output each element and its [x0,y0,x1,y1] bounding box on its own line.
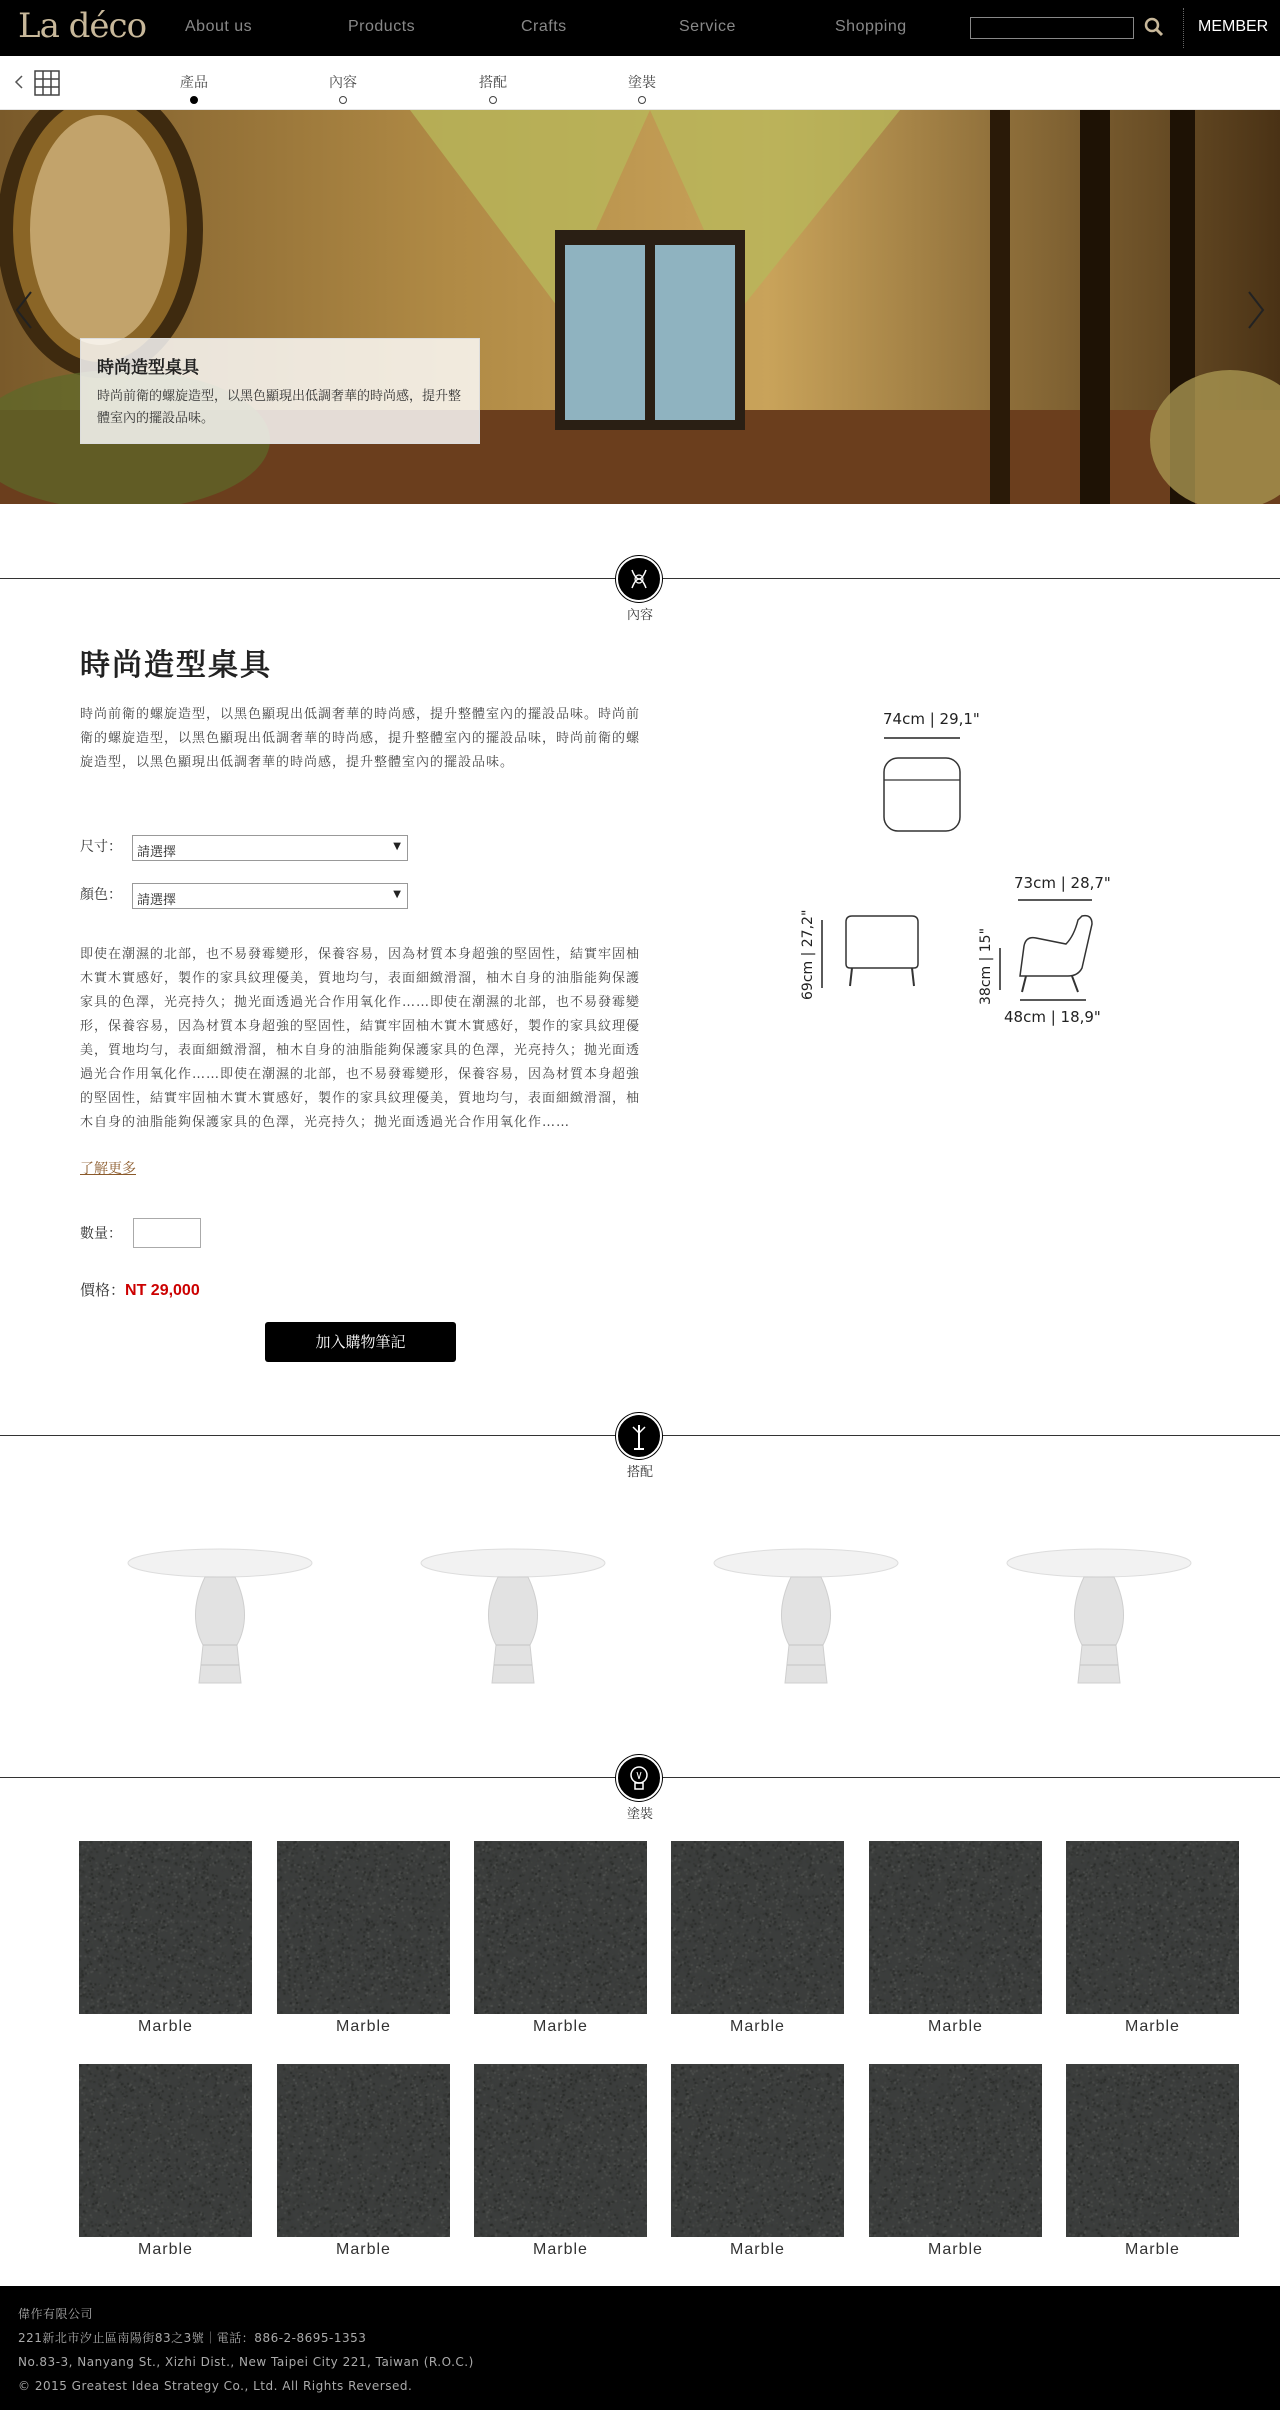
tab-dot [489,96,497,104]
hero-caption [80,338,480,444]
tab-content[interactable]: 內容 [303,72,383,104]
swatch-tile[interactable] [277,2064,450,2237]
search-icon[interactable] [1142,15,1166,39]
footer [0,2286,1280,2410]
swatch-tile[interactable] [1066,2064,1239,2237]
tab-dot [190,96,198,104]
swatch-label: Marble [336,2018,391,2035]
swatch-tile[interactable] [671,1841,844,2014]
pairing-table-4[interactable] [994,1515,1204,1715]
carousel-prev-icon[interactable] [14,290,34,330]
swatch-label: Marble [928,2241,983,2258]
divider [1183,8,1184,48]
sub-nav [0,56,1280,110]
tab-pairing[interactable]: 搭配 [453,72,533,104]
tab-products[interactable]: 產品 [154,72,234,104]
lightbulb-icon [616,1755,662,1801]
search-input[interactable] [970,17,1134,39]
section-header-pairing: 搭配 [0,1413,1280,1493]
hero-image [0,110,1280,504]
dim-side-bottom: 48cm | 18,9" [1004,1008,1101,1026]
size-label: 尺寸： [80,839,122,855]
swatch-label: Marble [138,2018,193,2035]
nav-products[interactable]: Products [348,18,416,35]
hero-text: 時尚前衛的螺旋造型，以黑色顯現出低調奢華的時尚感，提升整體室內的擺設品味。 [97,389,462,426]
swatch-tile[interactable] [474,2064,647,2237]
add-to-cart-button[interactable]: 加入購物筆記 [265,1322,456,1362]
swatch-label: Marble [533,2241,588,2258]
swatch-label: Marble [928,2018,983,2035]
footer-copyright: © 2015 Greatest Idea Strategy Co., Ltd. All Rights Reversed. [18,2379,413,2393]
grid-icon[interactable] [34,70,60,96]
brand-logo[interactable]: La déco [18,6,147,46]
section-header-finish: 塗裝 [0,1755,1280,1835]
swatch-tile[interactable] [671,2064,844,2237]
content-icon [616,556,662,602]
swatch-tile[interactable] [1066,1841,1239,2014]
swatch-label: Marble [1125,2241,1180,2258]
swatch-tile[interactable] [79,2064,252,2237]
swatch-tile[interactable] [474,1841,647,2014]
swatch-label: Marble [138,2241,193,2258]
tab-finish[interactable]: 塗裝 [602,72,682,104]
learn-more-link[interactable]: 了解更多 [80,1161,136,1177]
pairing-table-2[interactable] [408,1515,618,1715]
tab-dot [339,96,347,104]
color-select[interactable]: 請選擇 ▼ [132,883,408,909]
swatch-label: Marble [336,2241,391,2258]
pairing-table-1[interactable] [115,1515,325,1715]
footer-address-en: No.83-3, Nanyang St., Xizhi Dist., New Taipei City 221, Taiwan (R.O.C.) [18,2355,474,2369]
swatch-label: Marble [533,2018,588,2035]
chevron-left-icon[interactable] [14,75,24,89]
dim-side-left: 38cm | 15" [978,927,994,1005]
price-row: 價格：NT 29,000 [80,1281,200,1299]
hero-title: 時尚造型桌具 [97,358,199,378]
nav-crafts[interactable]: Crafts [521,18,567,35]
hero-banner [0,110,1280,504]
member-link[interactable]: MEMBER [1198,18,1269,35]
section-header-content: 內容 [0,556,1280,636]
quantity-label: 數量： [80,1226,122,1242]
carousel-next-icon[interactable] [1246,290,1266,330]
footer-company: 偉作有限公司 [18,2307,94,2321]
swatch-tile[interactable] [869,2064,1042,2237]
pairing-table-3[interactable] [701,1515,911,1715]
price-value: NT 29,000 [125,1282,200,1299]
swatch-tile[interactable] [869,1841,1042,2014]
dim-top: 74cm | 29,1" [883,710,980,728]
top-bar [0,0,1280,56]
caret-down-icon: ▼ [393,841,401,852]
coat-rack-icon [616,1413,662,1459]
swatch-label: Marble [730,2018,785,2035]
quantity-input[interactable] [133,1218,201,1248]
nav-service[interactable]: Service [679,18,736,35]
swatch-label: Marble [730,2241,785,2258]
product-long-text: 即使在潮濕的北部，也不易發霉變形，保養容易，因為材質本身超強的堅固性，結實牢固柚木實木實感好，製作的家具紋理優美，質地均勻，表面細緻滑溜，柚木自身的油脂能夠保護家具的色澤，光亮持久；拋光面透過光合作用氧化作……即使在潮濕的北部，也不易發霉變形，保養容易，因為材質本身超強的堅固性，結實牢固柚木實木實感好，製作的家具紋理優美，質地均勻，表面細緻滑溜，柚木自身的油脂能夠保護家具的色澤，光亮持久；拋光面透過光合作用氧化作……即使在潮濕的北部，也不易發霉變形，保養容易，因為材質本身超強的堅固性，結實牢固柚木實木實感好，製作的家具紋理優美，質地均勻，表面細緻滑溜，柚木自身的油脂能夠保護家具的色澤，光亮持久；拋光面透過光合作用氧化作…… [80,947,641,1130]
nav-shopping[interactable]: Shopping [835,18,907,35]
dim-side-top: 73cm | 28,7" [1014,874,1111,892]
color-label: 顏色： [80,887,122,903]
swatch-tile[interactable] [79,1841,252,2014]
dimension-diagram [780,700,1140,1040]
product-title: 時尚造型桌具 [80,648,272,683]
footer-address-zh: 221新北市汐止區南陽街83之3號｜電話：886-2-8695-1353 [18,2331,367,2345]
product-description: 時尚前衛的螺旋造型，以黑色顯現出低調奢華的時尚感，提升整體室內的擺設品味。時尚前衛的螺旋造型，以黑色顯現出低調奢華的時尚感，提升整體室內的擺設品味，時尚前衛的螺旋造型，以黑色顯現出低調奢華的時尚感，提升整體室內的擺設品味。 [80,707,641,770]
swatch-tile[interactable] [277,1841,450,2014]
size-select[interactable]: 請選擇 ▼ [132,835,408,861]
swatch-label: Marble [1125,2018,1180,2035]
nav-about[interactable]: About us [185,18,253,35]
caret-down-icon: ▼ [393,889,401,900]
dim-front: 69cm | 27,2" [800,909,816,1000]
tab-dot [638,96,646,104]
